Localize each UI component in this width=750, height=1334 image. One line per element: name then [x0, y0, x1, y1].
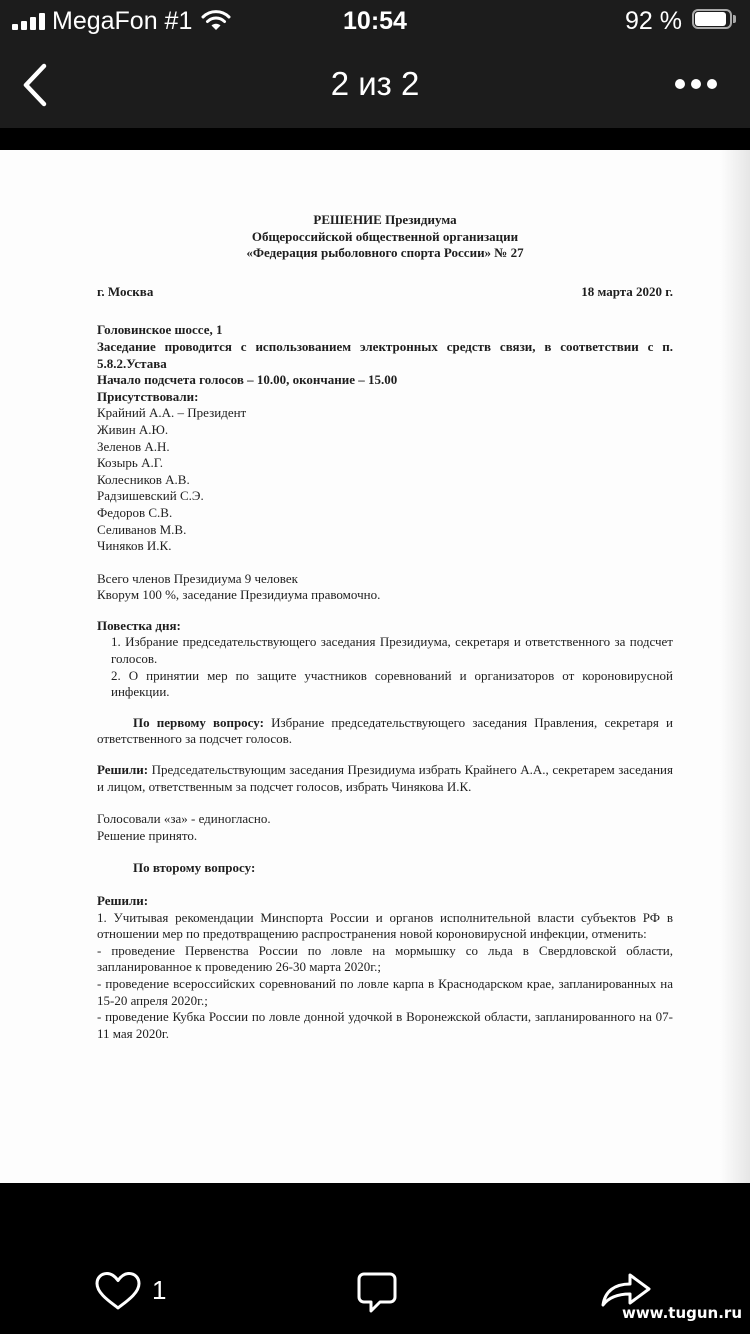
doc-present-item: Козырь А.Г. — [97, 455, 164, 471]
doc-vote-time: Начало подсчета голосов – 10.00, окончание – 15.00 — [97, 372, 398, 388]
share-arrow-icon — [603, 1275, 649, 1305]
doc-agenda-item-2: 2. О принятии мер по защите участников соревнований и организаторов от короновирусной инфекции. — [111, 667, 673, 700]
doc-decided-label: Решили: — [97, 762, 149, 778]
doc-meeting-mode: Заседание проводится с использованием электронных средств связи, в соответствии с п. 5.8.2.Устава — [97, 338, 673, 371]
heart-icon — [97, 1274, 139, 1309]
doc-present-item: Селиванов М.В. — [97, 521, 187, 537]
watermark: www.tugun.ru — [621, 1304, 742, 1322]
like-count: 1 — [152, 1275, 167, 1305]
carrier-name: MegaFon #1 — [52, 7, 193, 35]
nav-bar — [0, 42, 750, 128]
doc-q1-text: Избрание председательствующего заседания Правления, секретаря и ответственного за подсчет голосов. — [97, 714, 673, 747]
doc-date: 18 марта 2020 г. — [581, 283, 673, 299]
doc-agenda-item-1: 1. Избрание председательствующего заседания Президиума, секретаря и ответственного за подсчет голосов. — [111, 634, 673, 667]
doc-title-line3: «Федерация рыболовного спорта России» № 27 — [246, 245, 524, 261]
doc-vote-result: Голосовали «за» - единогласно. — [97, 811, 271, 827]
doc-present-item: Живин А.Ю. — [97, 421, 169, 437]
doc-decided2-label: Решили: — [97, 893, 149, 908]
doc-q2-label: По второму вопросу: — [133, 860, 256, 876]
doc-quorum: Кворум 100 %, заседание Президиума правомочно. — [97, 587, 381, 603]
comment-button[interactable] — [356, 1271, 398, 1315]
more-button[interactable] — [674, 74, 718, 94]
doc-present-header: Присутствовали: — [97, 388, 199, 404]
doc-decision-1 — [97, 762, 673, 795]
doc-total-members: Всего членов Президиума 9 человек — [97, 570, 298, 586]
document-content — [97, 212, 673, 1042]
document-photo[interactable] — [0, 150, 750, 1183]
status-bar — [0, 0, 750, 42]
share-button[interactable] — [600, 1269, 652, 1309]
doc-question-1 — [97, 715, 673, 748]
doc-decision2-intro: 1. Учитывая рекомендации Минспорта России и органов исполнительной власти субъектов РФ в отношении мер по предотвращению распространения новой короновирусной инфекции, отменить: — [97, 909, 673, 942]
doc-decision1-text: Председательствующим заседания Президиума избрать Крайнего А.А., секретарем заседания и лицом, ответственным за подсчет голосов, избрать Чинякова И.К. — [97, 762, 673, 794]
doc-present-item: Федоров С.В. — [97, 504, 173, 520]
clock: 10:54 — [343, 7, 407, 35]
doc-present-item: Зеленов А.Н. — [97, 438, 170, 454]
doc-decision2-item: - проведение Первенства России по ловле на мормышку со льда в Свердловской области, запланированное к проведению 26-30 марта 2020г.; — [97, 942, 673, 975]
doc-title-line1: РЕШЕНИЕ Президиума — [313, 212, 457, 227]
more-dots-icon — [675, 79, 717, 89]
doc-agenda-header: Повестка дня: — [97, 617, 181, 633]
doc-city-date-row — [97, 284, 673, 301]
doc-city: г. Москва — [97, 283, 154, 299]
page-counter-title: 2 из 2 — [330, 65, 420, 102]
page-edge-shadow — [720, 150, 750, 1183]
doc-decision-taken: Решение принято. — [97, 827, 198, 843]
doc-present-item: Крайний А.А. – Президент — [97, 405, 247, 421]
doc-decision2-item: - проведение Кубка России по ловле донной удочкой в Воронежской области, запланированного на 07-11 мая 2020г. — [97, 1009, 673, 1041]
doc-decision2-item: - проведение всероссийских соревнований по ловле карпа в Краснодарском крае, запланированных на 15-20 апреля 2020г.; — [97, 975, 673, 1008]
doc-title-line2: Общероссийской общественной организации — [251, 228, 519, 244]
doc-address: Головинское шоссе, 1 — [97, 322, 223, 338]
doc-present-item: Радзишевский С.Э. — [97, 488, 204, 504]
battery-percent: 92 % — [625, 7, 682, 35]
doc-present-item: Чиняков И.К. — [97, 538, 172, 554]
bottom-action-bar — [0, 1183, 750, 1334]
doc-present-item: Колесников А.В. — [97, 471, 190, 487]
doc-q1-label: По первому вопросу: — [133, 714, 264, 730]
comment-icon — [359, 1274, 395, 1311]
battery-icon — [692, 9, 738, 31]
like-button[interactable] — [94, 1271, 142, 1311]
